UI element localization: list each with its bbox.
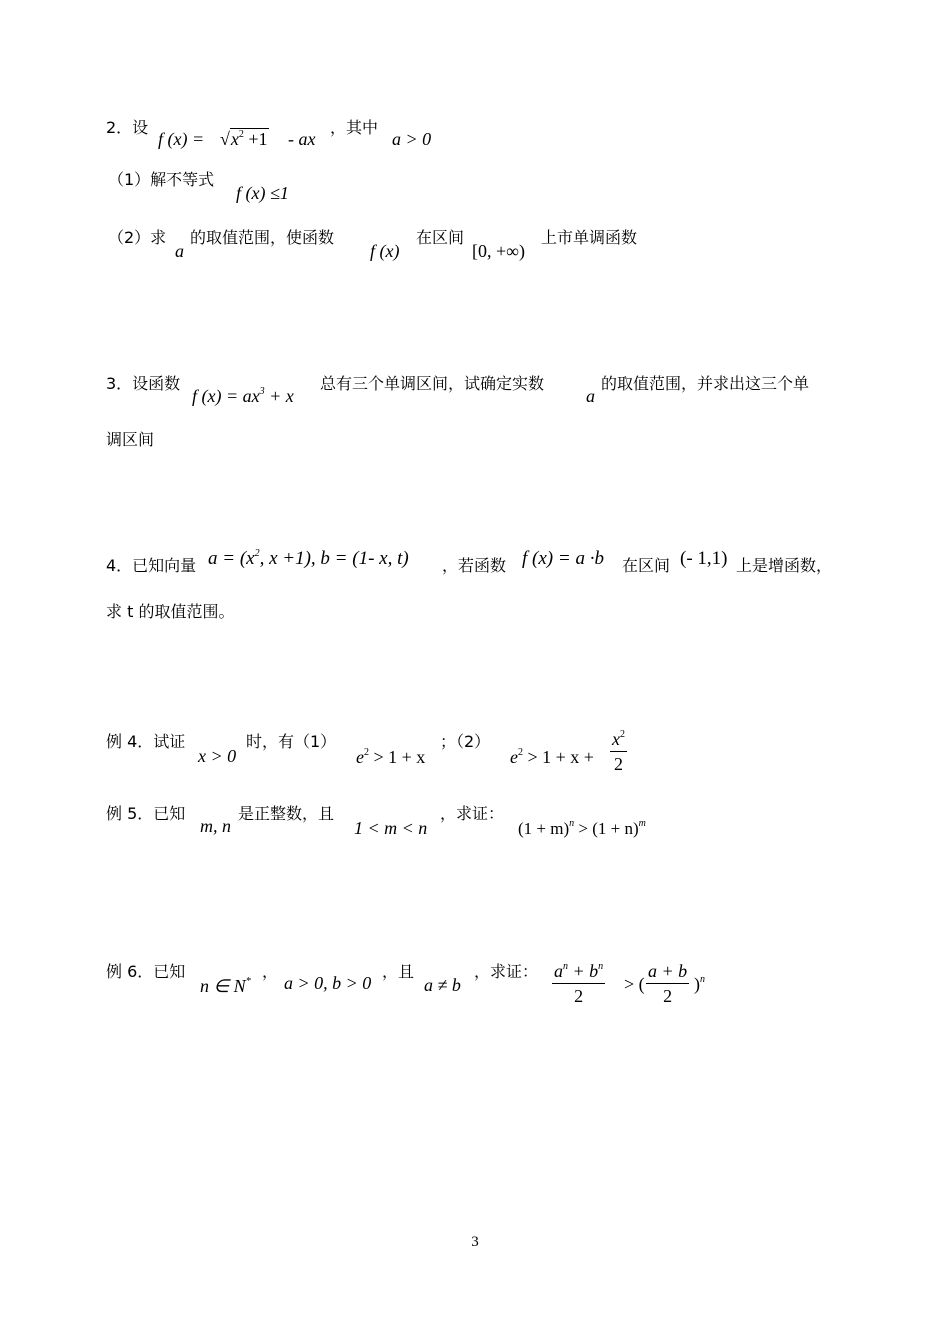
fraction-numerator: $x^2$ (612, 729, 625, 749)
example-6-prove: ，求证： (474, 962, 539, 981)
example-4-sep: ；（2） (440, 732, 491, 751)
problem-2-part2-interval: [0, +∞) (472, 241, 525, 261)
example-6-lhs-fraction (552, 960, 605, 1007)
problem-2-number: 2．设 (106, 118, 149, 137)
fraction-numerator: a + b (648, 961, 688, 981)
problem-2-part2-var: a (175, 241, 184, 261)
example-4-fraction (610, 728, 627, 775)
example-6-set: n ∈ N* (200, 976, 251, 996)
example-5-inequality: $(1 + m)^n > (1 + n)^m$ (518, 818, 646, 838)
problem-4-func: f (x) = a ·b (522, 548, 604, 569)
fraction-numerator: $a^n + b^n$ (554, 961, 604, 981)
problem-4-interval: (- 1,1) (680, 548, 728, 569)
problem-2-sqrt: $√x^2 +1$ (220, 129, 268, 149)
example-6-rhs-fraction (646, 960, 689, 1007)
problem-4-mid: ，若函数 (442, 556, 507, 575)
fraction-denominator: 2 (574, 986, 584, 1006)
fraction-bar (552, 983, 605, 984)
problem-2-part2-label: （2）求 (108, 228, 167, 247)
problem-2-condition: a > 0 (392, 129, 432, 149)
example-5-number: 例 5．已知 (106, 804, 186, 823)
problem-3-number: 3．设函数 (106, 374, 181, 393)
problem-2-part1-label: （1）解不等式 (108, 170, 215, 189)
example-6-and: ，且 (382, 962, 415, 981)
problem-2-part2-func: f (x) (370, 241, 400, 261)
problem-2-where: ，其中 (330, 118, 379, 137)
problem-3-tail: 的取值范围，并求出这三个单 (601, 374, 810, 393)
problem-2-part2-end: 上市单调函数 (541, 228, 638, 247)
example-5-prove: ，求证： (440, 804, 505, 823)
problem-2-part2-mid: 的取值范围，使函数 (190, 228, 335, 247)
problem-4-line2: 求 t 的取值范围。 (106, 602, 235, 621)
example-6-comma: ， (262, 962, 279, 981)
problem-4-tail: 上是增函数， (736, 556, 833, 575)
fraction-bar (610, 751, 627, 752)
problem-4-vectors: $a = (x^2$, x +1), b = (1- x, t) (208, 548, 409, 569)
problem-3-var: a (586, 386, 595, 406)
page-number: 3 (471, 1234, 479, 1250)
problem-3-line2: 调区间 (106, 430, 155, 449)
example-4-number: 例 4．试证 (106, 732, 186, 751)
example-5-vars: m, n (200, 816, 231, 836)
example-5-mid: 是正整数，且 (238, 804, 335, 823)
example-6-number: 例 6．已知 (106, 962, 186, 981)
fraction-denominator: 2 (614, 754, 623, 774)
problem-2-part2-in: 在区间 (416, 228, 465, 247)
example-5-condition: 1 < m < n (354, 818, 428, 838)
fraction-bar (646, 983, 689, 984)
problem-2-after-root: - ax (288, 129, 316, 149)
example-4-ineq1: $e^2 > 1 + x$ (356, 747, 426, 767)
example-4-ineq2: $e^2 > 1 + x$ + (510, 747, 594, 767)
example-6-neq: a ≠ b (424, 975, 461, 995)
problem-3-mid: 总有三个单调区间，试确定实数 (320, 374, 545, 393)
problem-2-part1-expr: f (x) ≤1 (236, 183, 289, 203)
problem-3-expr: f $(x) = ax^3 + x$ (192, 386, 294, 406)
example-6-gt: > ( (624, 974, 645, 994)
problem-4-in: 在区间 (622, 556, 671, 575)
example-4-condition: x > 0 (198, 746, 237, 766)
example-4-mid: 时，有（1） (246, 732, 337, 751)
example-6-rhs-close: )$^n$ (694, 974, 705, 994)
example-6-condition: a > 0, b > 0 (284, 973, 372, 993)
problem-2-function-lhs: f (x) = (158, 129, 205, 149)
problem-4-number: 4．已知向量 (106, 556, 197, 575)
fraction-denominator: 2 (663, 986, 673, 1006)
